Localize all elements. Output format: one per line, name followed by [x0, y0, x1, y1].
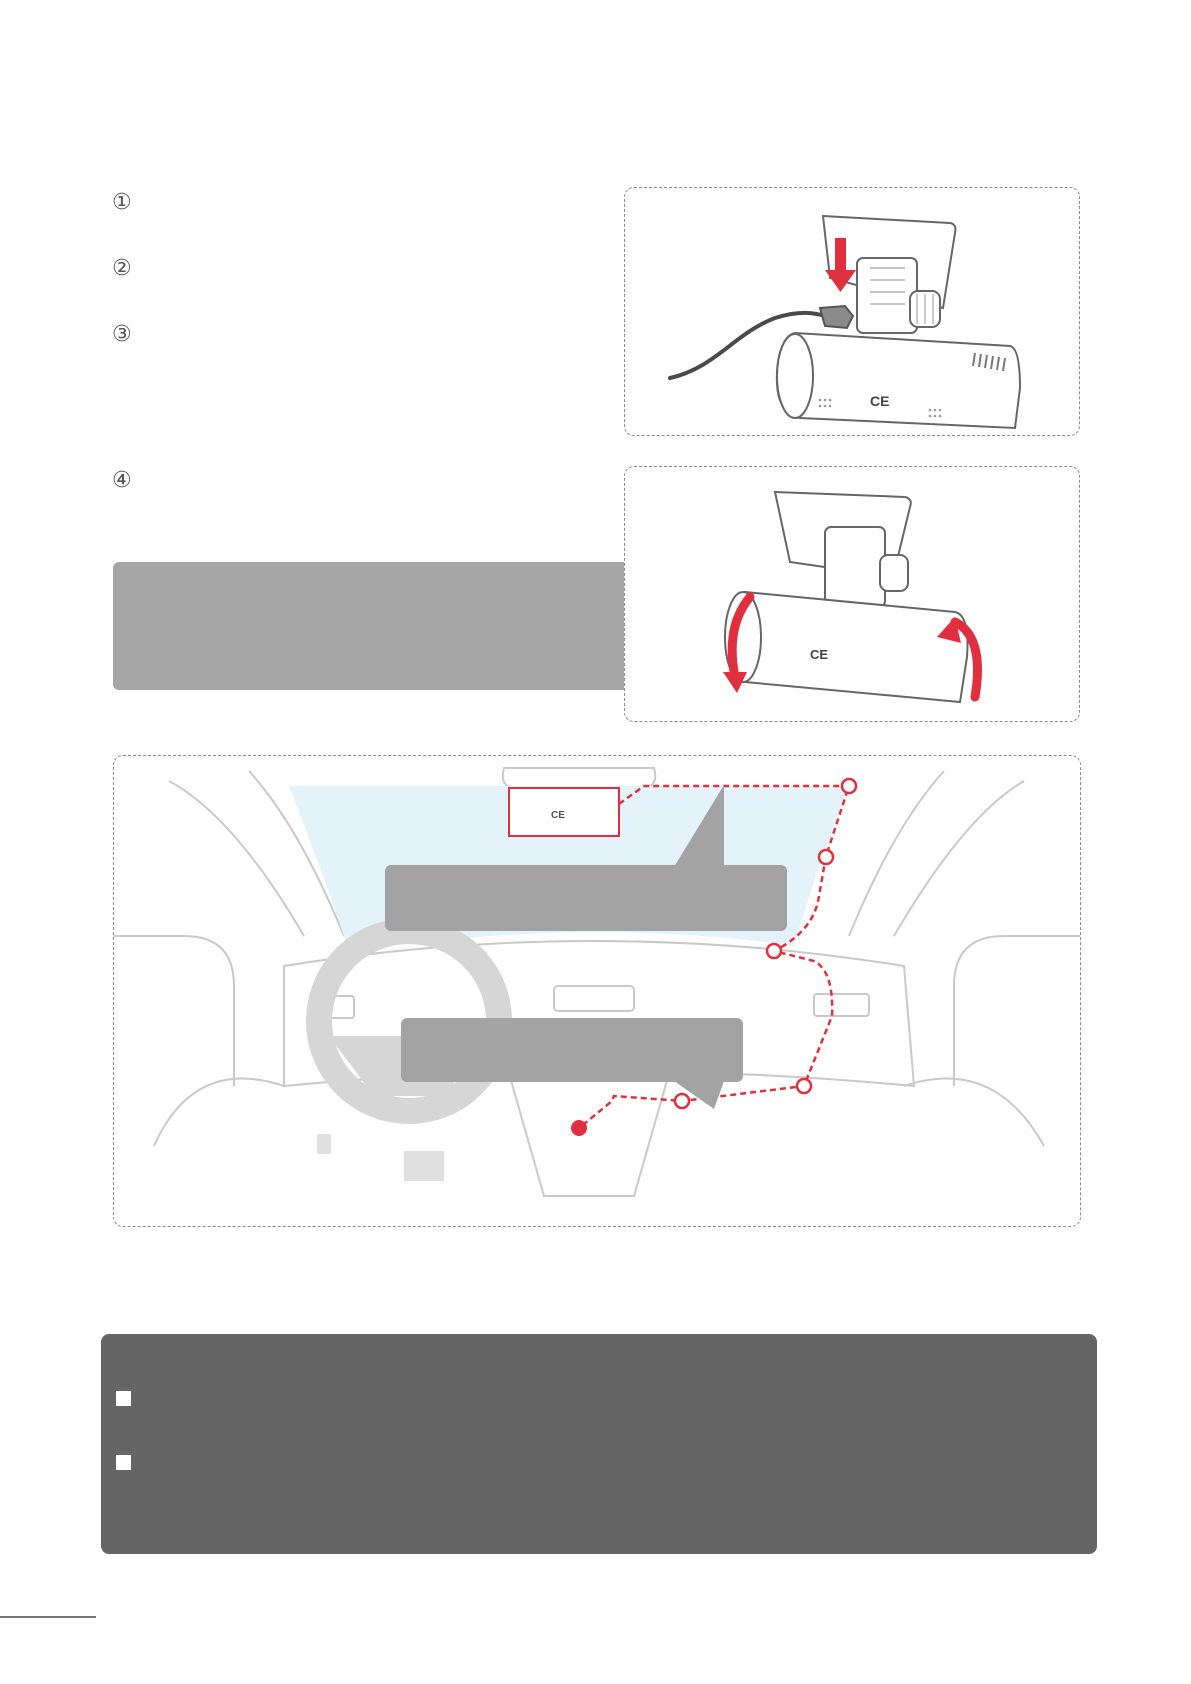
callout-dashboard	[401, 1018, 743, 1082]
figure-cable-routing	[113, 755, 1081, 1227]
ce-mark: CE	[870, 393, 890, 409]
bullet-icon	[116, 1391, 131, 1406]
step-number-1: ①	[112, 190, 132, 215]
figure-cable-insert	[624, 187, 1080, 436]
callout-windshield	[385, 865, 787, 931]
warning-panel	[101, 1334, 1097, 1554]
footer-rule	[0, 1616, 96, 1618]
note-box	[113, 562, 625, 690]
dashcam-rotate-illustration	[625, 467, 1079, 721]
power-socket-point	[571, 1120, 587, 1136]
dashcam-cable-illustration	[625, 188, 1079, 435]
ce-mark-3: CE	[551, 810, 565, 821]
callout-dashboard-pointer	[674, 1081, 734, 1111]
step-number-3: ③	[112, 322, 132, 347]
step-number-2: ②	[112, 256, 132, 281]
step-number-4: ④	[112, 468, 132, 493]
car-interior-illustration	[114, 756, 1080, 1226]
figure-camera-rotate	[624, 466, 1080, 722]
bullet-icon	[116, 1455, 131, 1470]
ce-mark-2: CE	[810, 647, 829, 662]
callout-windshield-pointer	[674, 785, 744, 867]
